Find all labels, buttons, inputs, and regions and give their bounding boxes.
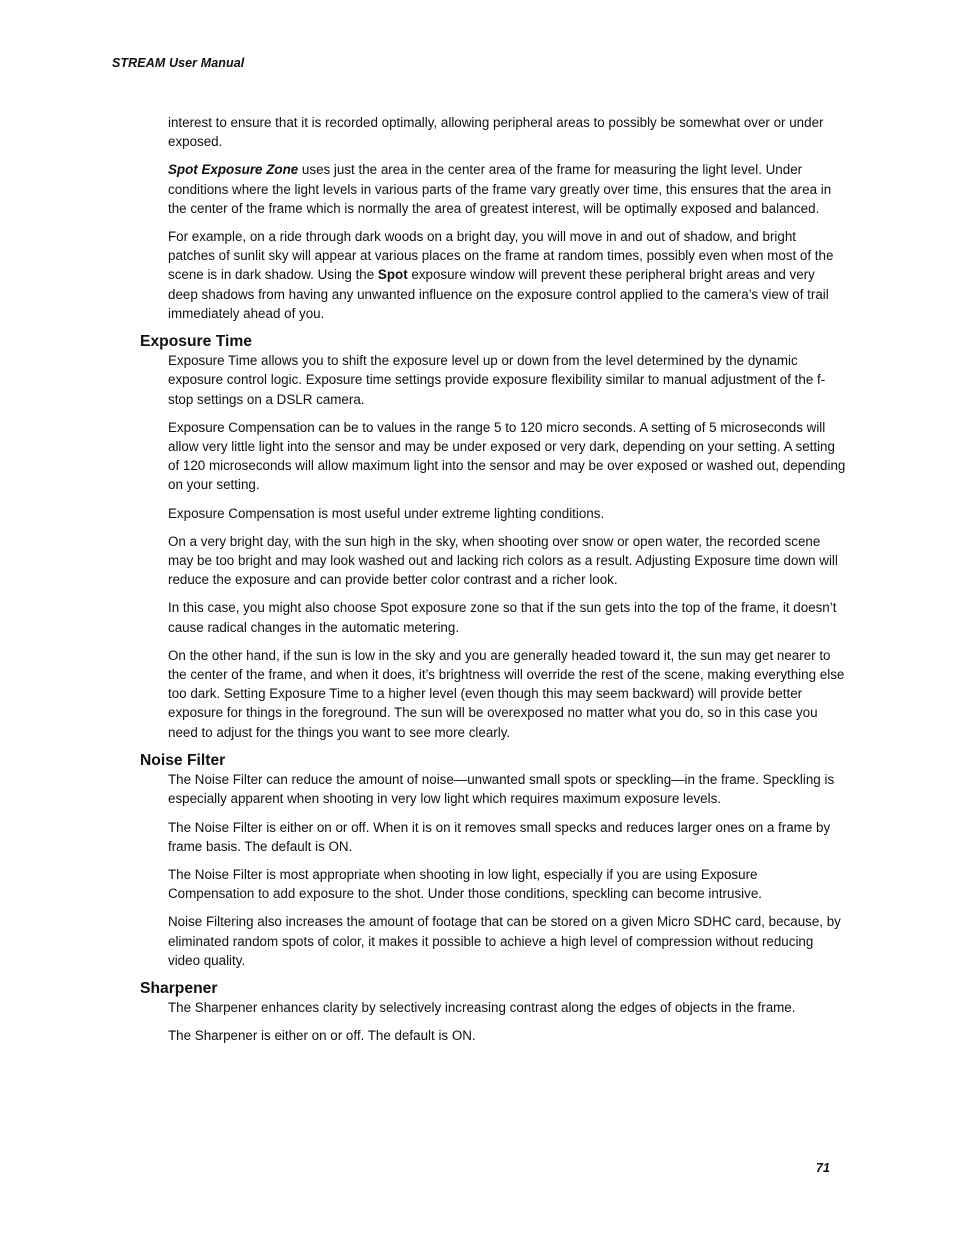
sharpener-paragraph-1: The Sharpener enhances clarity by selectively increasing contrast along the edges of objects in the frame. [168,1000,796,1016]
exposure-time-paragraph-5: In this case, you might also choose Spot exposure zone so that if the sun gets into the top of the frame, it doesn’t cause radical changes in the automatic metering. [168,600,837,635]
example-text-after: exposure window will prevent these peripheral bright areas and very deep shadows from having any unwanted influence on the exposure control applied to the camera’s view of trail immediately ahead of you. [168,267,829,321]
sharpener-paragraph-2: The Sharpener is either on or off. The default is ON. [168,1028,476,1044]
page-number: 71 [816,1161,830,1175]
intro-paragraph-example [168,227,846,323]
exposure-time-paragraph-2: Exposure Compensation can be to values in the range 5 to 120 micro seconds. A setting of 5 microseconds will allow very little light into the sensor and may be under exposed or very dark, depending on your setting. A setting of 120 microseconds will allow maximum light into the sensor and may be over exposed or washed out, depending on your setting. [168,419,846,493]
exposure-time-heading: Exposure Time [140,333,252,351]
sharpener-heading: Sharpener [140,979,218,997]
noise-filter-paragraph-1: The Noise Filter can reduce the amount of noise—unwanted small spots or speckling—in the frame. Speckling is especially apparent when shooting in very low light which requires maximum exposure levels. [168,772,835,807]
spot-term: Spot [377,267,408,283]
spot-exposure-zone-text: uses just the area in the center area of the frame for measuring the light level. Under conditions where the light levels in various parts of the frame vary greatly over time, this ensures that the area in the center of the frame which is normally the area of greatest interest, will be optimally exposed and balanced. [168,162,832,216]
page-body [140,113,846,1055]
exposure-time-paragraph-1: Exposure Time allows you to shift the exposure level up or down from the level determined by the dynamic exposure control logic. Exposure time settings provide exposure flexibility similar to manual adjustment of the f-stop settings on a DSLR camera. [168,353,826,407]
example-text-before: For example, on a ride through dark woods on a bright day, you will move in and out of shadow, and bright patches of sunlit sky will appear at various places on the frame at random times, possibly even when most of the scene is in dark shadow. Using the [168,229,834,283]
spot-exposure-zone-term: Spot Exposure Zone [168,162,299,178]
noise-filter-paragraph-2: The Noise Filter is either on or off. When it is on it removes small specks and reduces larger ones on a frame by frame basis. The default is ON. [168,819,831,854]
exposure-time-paragraph-3: Exposure Compensation is most useful under extreme lighting conditions. [168,505,605,521]
running-header: STREAM User Manual [112,56,245,70]
intro-paragraph-1: interest to ensure that it is recorded optimally, allowing peripheral areas to possibly be somewhat over or under exposed. [168,115,824,150]
exposure-time-paragraph-6: On the other hand, if the sun is low in the sky and you are generally headed toward it, the sun may get nearer to the center of the frame, and when it does, it’s brightness will override the rest of the scene, making everything else too dark. Setting Exposure Time to a higher level (even though this may seem backward) will provide better exposure for things in the foreground. The sun will be overexposed no matter what you do, so in this case you need to adjust for the things you want to see more clearly. [168,647,845,740]
exposure-time-paragraph-4: On a very bright day, with the sun high in the sky, when shooting over snow or open water, the recorded scene may be too bright and may look washed out and lacking rich colors as a result. Adjusting Exposure time down will reduce the exposure and can provide better color contrast and a richer look. [168,533,838,588]
noise-filter-heading: Noise Filter [140,751,226,769]
noise-filter-paragraph-3: The Noise Filter is most appropriate when shooting in low light, especially if you are using Exposure Compensation to add exposure to the shot. Under those conditions, speckling can become intrusive. [168,866,763,902]
noise-filter-paragraph-4: Noise Filtering also increases the amount of footage that can be stored on a given Micro SDHC card, because, by eliminated random spots of color, it makes it possible to achieve a high level of compression without reducing video quality. [168,914,841,968]
intro-paragraph-spot-zone [168,160,846,218]
